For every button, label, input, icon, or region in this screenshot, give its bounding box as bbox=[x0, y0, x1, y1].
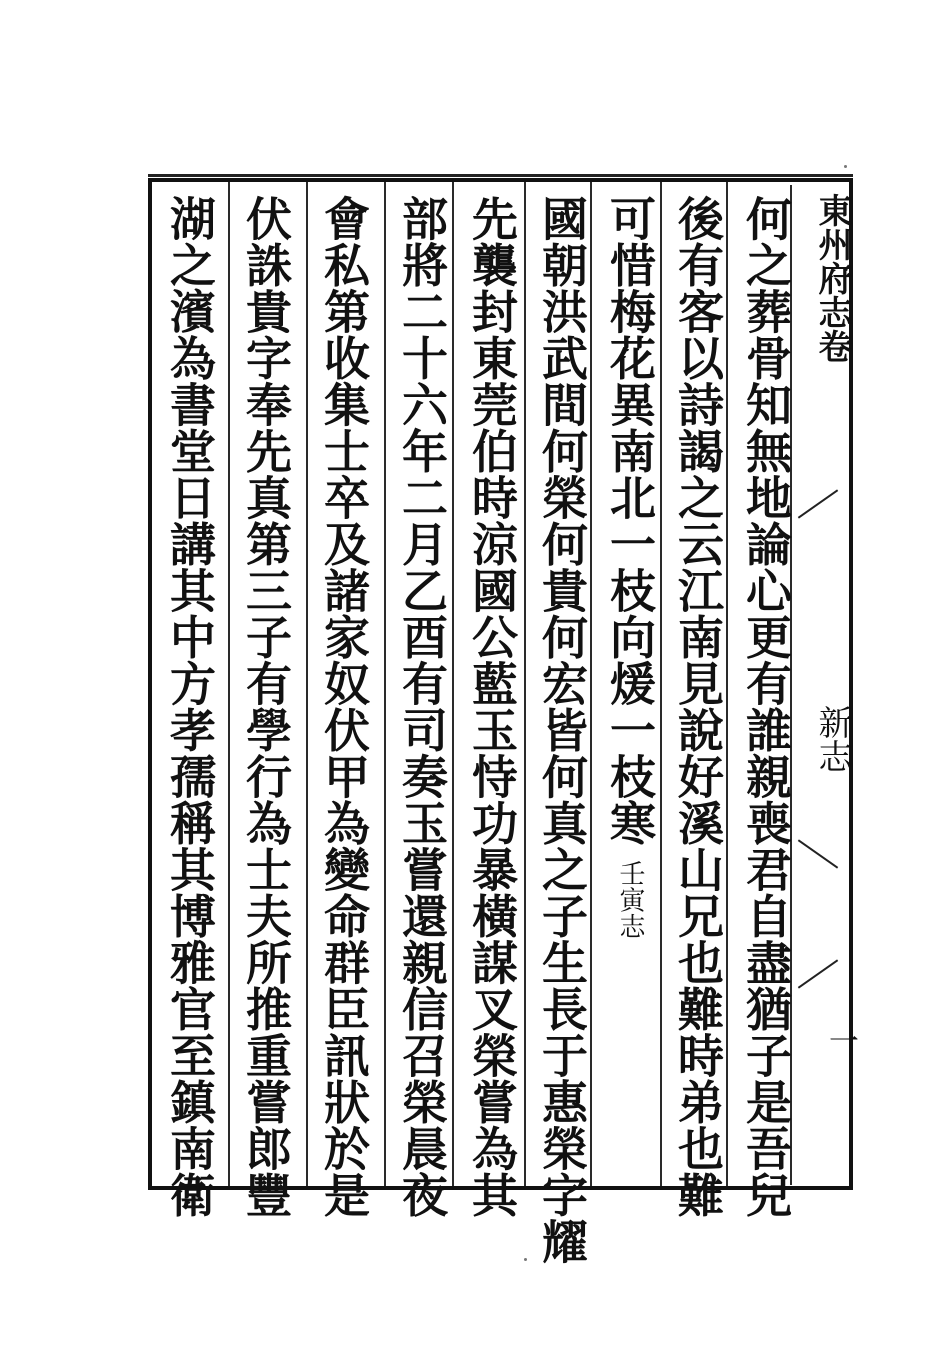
text-column-1 bbox=[730, 195, 802, 1218]
column-text: 伏誅貴字奉先真第三子有學行為士夫所推重嘗郎豐 bbox=[239, 195, 293, 1218]
column-text: 國朝洪武間何榮何貴何宏皆何真之子生長于惠榮字耀 bbox=[535, 195, 589, 1265]
column-text: 會私第收集士卒及諸家奴伏甲為變命群臣訊狀於是 bbox=[317, 195, 371, 1218]
column-text: 先襲封東莞伯時涼國公藍玉恃功暴橫謀叉榮嘗為其 bbox=[465, 195, 519, 1218]
fishtail-mark bbox=[798, 959, 838, 988]
fishtail-mark bbox=[798, 489, 838, 518]
text-column-3 bbox=[594, 195, 666, 1180]
source-note: 壬寅志 bbox=[615, 860, 645, 940]
text-column-6 bbox=[386, 195, 458, 1218]
column-text: 部將二十六年二月乙酉有司奏玉嘗還親信召榮晨夜 bbox=[395, 195, 449, 1218]
page-frame-top-edge bbox=[148, 174, 853, 177]
text-column-5 bbox=[456, 195, 528, 1218]
column-text: 何之葬骨知無地論心更有誰親喪君自盡猶子是吾兒 bbox=[739, 195, 793, 1218]
text-column-9 bbox=[154, 195, 226, 1218]
book-title: 東州府志卷 bbox=[812, 193, 852, 363]
fishtail-mark bbox=[798, 839, 838, 868]
text-column-4 bbox=[526, 195, 598, 1265]
column-text: 後有客以詩謁之云江南見說好溪山兄也難時弟也難 bbox=[671, 195, 725, 1218]
text-column-2 bbox=[662, 195, 734, 1218]
leaf-number: 一 bbox=[823, 1025, 858, 1055]
column-text: 湖之濱為書堂日講其中方孝孺稱其博雅官至鎮南衛 bbox=[163, 195, 217, 1218]
text-column-8 bbox=[230, 195, 302, 1218]
print-speck bbox=[844, 165, 847, 168]
text-column-7 bbox=[308, 195, 380, 1218]
column-text: 可惜梅花異南北一枝向煖一枝寒 bbox=[603, 195, 657, 846]
volume-label: 新志 bbox=[812, 705, 852, 773]
print-speck bbox=[524, 1258, 527, 1261]
